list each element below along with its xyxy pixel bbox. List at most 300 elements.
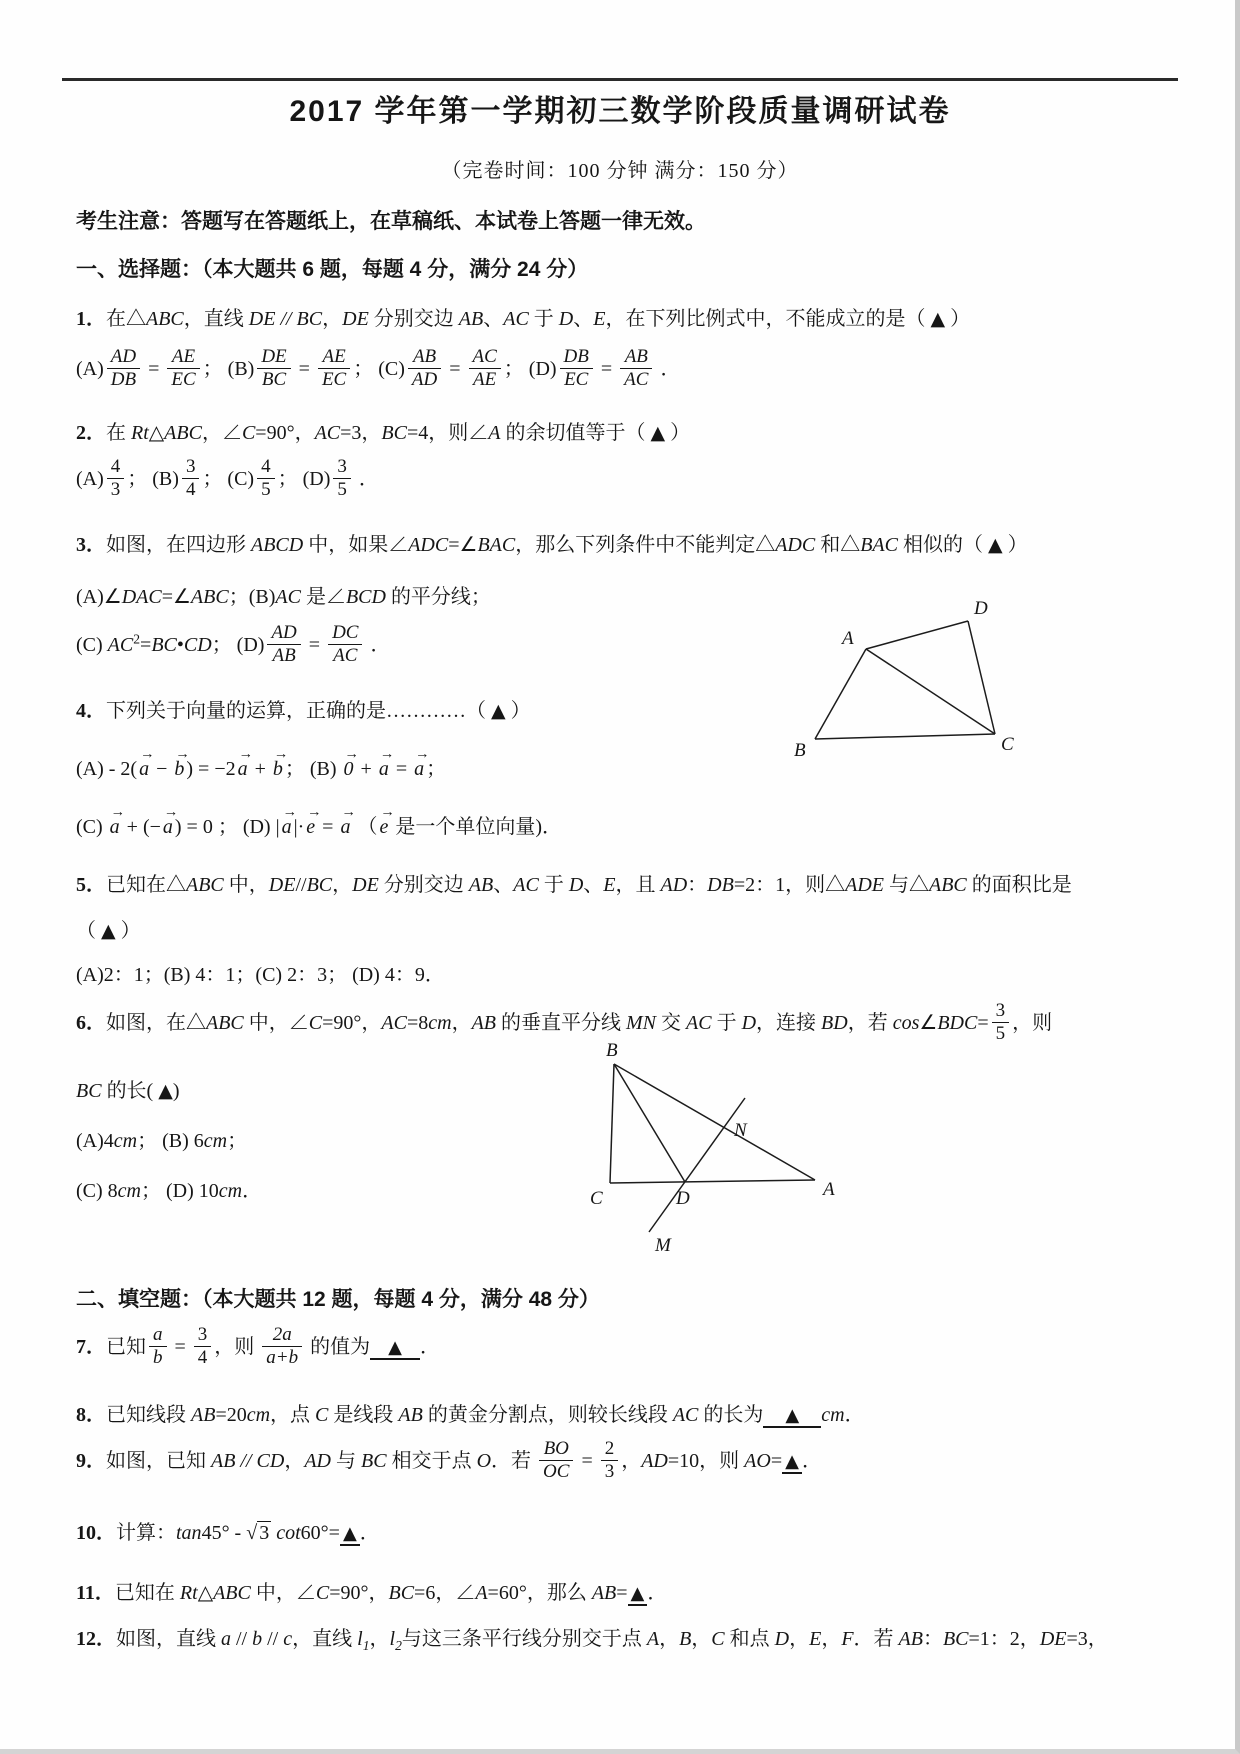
text-run: 、 [483,308,504,330]
subscript: 2 [395,1638,402,1653]
figure-q3-quadrilateral-abcd [698,592,1018,772]
text-run: 如图，在四边形 [106,534,251,556]
math-run: cm [203,1130,228,1152]
text-run: (C) [76,816,108,838]
text-run: = [293,357,315,380]
text-run: ．若 [491,1449,537,1472]
math-run: A [646,1628,660,1650]
text-run: ， [369,1628,390,1650]
text-run: （ [352,816,378,838]
text-run: =6，∠ [414,1582,476,1604]
math-run: AC [381,1011,407,1034]
text-run: ； (D) [277,467,331,490]
answer-marker: ▲ [101,920,116,942]
question-8 [76,1402,865,1428]
question-number: 3． [76,534,106,556]
question-number: 12． [76,1628,116,1650]
text-run: ． [801,1449,822,1472]
math-run: AC [672,1404,699,1426]
math-run: BC [388,1582,415,1604]
math-run: BC [361,1449,387,1472]
text-run: (A)∠ [76,586,122,608]
question-number: 9． [76,1449,106,1472]
text-run: ； (D) 10 [141,1180,219,1202]
fraction: $\frac{BO}{OC}$ [539,1438,573,1483]
text-run: 如图，已知 [106,1449,211,1472]
text-run: = [143,357,165,380]
text-run: ； (B) 6 [137,1130,204,1152]
answer-blank: ▲ [763,1406,821,1428]
text-run: ， [621,1449,642,1472]
math-run: MN [626,1011,657,1034]
text-run: ； (B) [127,467,179,490]
question-3-options-cd [76,624,390,669]
vector: → a [414,745,430,780]
text-run: 中，∠ [250,1582,316,1604]
vertex-label-C: C [590,1188,603,1209]
math-run: ABC [213,1582,251,1604]
text-run: ； (B) [284,758,342,780]
text-run: // [262,1628,284,1650]
math-run: DE [352,874,379,896]
text-run: ，直线 [292,1628,358,1650]
text-run: ) = −2 [186,758,236,780]
answer-blank: ▲ [370,1338,420,1360]
text-run: =20 [215,1404,247,1426]
text-run: 下列关于向量的运算，正确的是…………（ [106,700,491,722]
text-run: ． [353,467,379,490]
math-run: ADC [408,534,449,556]
math-run: AC [275,586,301,608]
text-run: ， [332,874,353,896]
text-run: =3， [340,422,382,444]
math-run: BCD [345,586,386,608]
question-5-options [76,962,445,988]
math-run: DE // BC [248,308,323,330]
math-run: BC [381,422,407,444]
text-run: 于 [538,874,569,896]
text-run: 如图，在△ [106,1011,206,1034]
math-run: O [476,1449,492,1472]
math-run: ABC [206,1011,244,1034]
text-run: ． [655,357,681,380]
text-run: = [317,816,339,838]
math-run: A [488,422,501,444]
figure-edge [815,649,866,739]
text-run: 在 [106,422,131,444]
math-run: C [241,422,256,444]
text-run: 与 [331,1449,362,1472]
text-run: ，直线 [183,308,249,330]
fraction: $\frac{AE}{EC}$ [167,346,199,391]
answer-blank: ▲ [340,1524,360,1546]
math-run: AD [641,1449,668,1472]
math-run: a [221,1628,231,1650]
question-number: 6． [76,1011,106,1034]
math-run: E [593,308,606,330]
fraction: $\frac{2}{3}$ [601,1438,619,1483]
text-run: ，∠ [201,422,242,444]
text-run: 二、填空题：（本大题共 12 题，每题 4 分，满分 48 分） [76,1288,600,1311]
text-run: 和点 [724,1628,775,1650]
math-run: E [809,1628,822,1650]
text-run: 于 [528,308,559,330]
fraction: $\frac{4}{3}$ [107,456,125,501]
text-run: = [169,1335,191,1358]
text-run: ． [419,1335,440,1358]
text-run: ；(B) [228,586,276,608]
text-run: ，且 [615,874,661,896]
math-run: BC [76,1080,102,1102]
text-run: 分别交边 [368,308,459,330]
question-4-options-cd [76,803,563,840]
text-run: △ [197,1582,214,1604]
math-run: BC [151,633,177,656]
text-run: 如图，直线 [116,1628,221,1650]
vector: → b [174,745,190,780]
text-run: ． [647,1582,668,1604]
text-run: =∠ [448,534,478,556]
text-run: + [249,758,271,780]
vector: → 0 [343,745,359,780]
text-run: ， [284,1449,305,1472]
math-run: AB [398,1404,423,1426]
vector: → a [237,745,253,780]
text-run: =60°，那么 [487,1582,592,1604]
text-run: 是一个单位向量)． [390,816,563,838]
text-run: =90°， [329,1582,389,1604]
top-rule [62,78,1178,81]
text-run: ， [451,1011,472,1034]
math-run: AB [471,1011,497,1034]
math-run: BDC [937,1011,978,1034]
text-run: ： [687,874,708,896]
math-run: BD [821,1011,848,1034]
answer-blank: ▲ [782,1452,802,1474]
text-run: △ [148,422,165,444]
text-run: ) = 0 ； (D) | [174,816,280,838]
math-run: AD [304,1449,332,1472]
math-run: BC [306,874,333,896]
text-run: ． [365,633,391,656]
text-run: ； (B) [202,357,255,380]
text-run: 交 [656,1011,687,1034]
math-run: b [252,1628,263,1650]
math-run: AB [898,1628,923,1650]
text-run: ) [172,1080,180,1102]
text-run: ； [426,758,447,780]
text-run: ． [844,1404,865,1426]
vector: → a [281,803,297,838]
text-run: ∠ [919,1011,938,1034]
text-run: 45° - [201,1522,247,1544]
question-number: 10． [76,1522,116,1544]
question-10 [76,1520,380,1546]
fraction: $\frac{AE}{EC}$ [318,346,350,391]
math-run: C [308,1011,323,1034]
vector: → a [139,745,155,780]
math-run: E [603,874,616,896]
text-run: 的平分线； [385,586,491,608]
text-run: ； (C) [353,357,405,380]
text-run: ） [665,422,691,444]
text-run: 已知在△ [106,874,186,896]
vertex-label-C: C [1001,734,1014,755]
text-run: (A)4 [76,1130,114,1152]
text-run: ，点 [270,1404,316,1426]
question-number: 1． [76,308,106,330]
text-run: =2：1，则△ [733,874,846,896]
question-number: 2． [76,422,106,444]
question-1 [76,306,970,332]
math-run: AB [468,874,494,896]
text-run: ： [922,1628,943,1650]
question-6-options-cd [76,1178,262,1204]
math-run: CD [183,633,212,656]
text-run: 中，如果∠ [303,534,409,556]
math-run: l [389,1628,396,1650]
question-3-options-ab [76,584,491,610]
math-run: D [741,1011,757,1034]
text-run: 是∠ [300,586,346,608]
math-run: cm [821,1404,845,1426]
text-run: 、 [493,874,514,896]
math-run: ADE [845,874,884,896]
text-run: ，那么下列条件中不能判定△ [515,534,776,556]
question-7 [76,1326,440,1371]
question-number: 7． [76,1335,106,1358]
text-run: ．若 [853,1628,899,1650]
section-2-heading [76,1286,600,1314]
text-run: ． [359,1522,380,1544]
text-run: ， [322,308,343,330]
math-run: DB [707,874,734,896]
text-run: ， [821,1628,842,1650]
question-6-options-ab [76,1128,247,1154]
math-run: AC [503,308,529,330]
vector: → b [272,745,289,780]
text-run: 、 [583,874,604,896]
text-run: ，若 [847,1011,893,1034]
vector: → e [379,803,395,838]
text-run: 相似的（ [898,534,988,556]
math-run: BAC [860,534,898,556]
subscript: 1 [362,1638,370,1653]
math-run: Rt [179,1582,198,1604]
answer-marker: ▲ [988,534,1003,556]
text-run: 已知在 [114,1582,180,1604]
math-run: DE [268,874,296,896]
figure-q3-quadrilateral-abcd-svg [698,592,1018,767]
vector: → e [306,803,322,838]
text-run: (A) [76,357,104,380]
answer-marker: ▲ [650,422,666,444]
math-run: AC [107,633,134,656]
text-run: 已知线段 [106,1404,191,1426]
text-run: = [770,1449,783,1472]
text-run: =∠ [161,586,191,608]
text-run: = [444,357,466,380]
fraction: $\frac{3}{5}$ [333,456,351,501]
math-run: ABC [146,308,184,330]
text-run: (A)2：1；(B) 4：1；(C) 2：3； (D) 4：9． [76,964,445,986]
answer-marker: ▲ [930,308,946,330]
math-run: A [475,1582,488,1604]
math-run: C [315,1404,329,1426]
text-run: (A) - 2( [76,758,138,780]
vector: → a [162,803,179,838]
math-run: D [774,1628,790,1650]
text-run: 的余切值等于（ [500,422,651,444]
text-run: 与这三条平行线分别交于点 [401,1628,647,1650]
math-run: AB // CD [211,1449,285,1472]
fraction: $\frac{AB}{AD}$ [408,346,441,391]
math-run: Rt [131,422,149,444]
vertex-label-B: B [606,1040,618,1061]
math-run: l [357,1628,363,1650]
math-run: cm [428,1011,452,1034]
vertex-label-B: B [794,740,806,761]
text-run: ； (D) [211,633,265,656]
math-run: c [283,1628,293,1650]
question-11 [76,1580,667,1606]
vector: → a [109,803,126,838]
figure-q6-right-triangle-mn-svg [558,1040,888,1270]
text-run: 已知 [106,1335,146,1358]
question-2 [76,420,690,446]
text-run: 于 [711,1011,742,1034]
text-run: |· [293,816,305,838]
text-run: + [355,758,377,780]
fraction: $\frac{a}{b}$ [149,1324,167,1369]
text-run: =4，则∠ [406,422,489,444]
candidate-notice: 考生注意：答题写在答题纸上，在草稿纸、本试卷上答题一律无效。 [76,210,706,233]
text-run: 与△ [884,874,929,896]
text-run: − [151,758,173,780]
question-number: 8． [76,1404,106,1426]
text-run: 一、选择题：（本大题共 6 题，每题 4 分，满分 24 分） [76,258,589,281]
vertex-label-M: M [655,1235,671,1256]
fraction: $\frac{AB}{AC}$ [620,346,652,391]
math-run: AB [591,1582,617,1604]
figure-edge [614,1064,685,1182]
question-6-stem-tail [76,1078,180,1104]
math-run: ABC [164,422,202,444]
paper-title: 2017 学年第一学期初三数学阶段质量调研试卷 [289,95,951,128]
answer-marker: ▲ [491,700,506,722]
question-5 [76,872,1072,898]
vertex-label-D: D [676,1188,690,1209]
math-run: cot [276,1522,301,1544]
question-number: 4． [76,700,106,722]
math-run: C [315,1582,330,1604]
text-run: = [390,758,413,780]
text-run: ， [659,1628,680,1650]
math-run: cm [246,1404,271,1426]
vertex-label-D: D [974,598,988,619]
figure-edge [649,1098,745,1232]
math-run: C [711,1628,725,1650]
text-run: (A) [76,467,104,490]
question-number: 5． [76,874,106,896]
math-run: D [568,874,584,896]
text-run: 中，∠ [243,1011,309,1034]
fraction: $\frac{3}{5}$ [992,1000,1010,1045]
section-1-heading [76,256,588,284]
text-run: 的值为 [305,1335,371,1358]
fraction: $\frac{AD}{DB}$ [107,346,140,391]
vertex-label-A: A [823,1179,835,1200]
math-run: AC [686,1011,712,1034]
math-run: cos [892,1011,920,1034]
fraction: $\frac{AC}{AE}$ [469,346,501,391]
math-run: B [679,1628,692,1650]
question-number: 11． [76,1582,115,1604]
math-run: ABC [186,874,224,896]
answer-blank: ▲ [628,1584,648,1606]
text-run: = [595,357,618,380]
paper-subtitle: （完卷时间：100 分钟 满分：150 分） [441,160,799,182]
math-run: D [558,308,574,330]
answer-marker: ▲ [158,1080,173,1102]
figure-edge [610,1064,614,1183]
text-run: ） [115,920,141,942]
text-run: ． [242,1180,263,1202]
math-run: DAC [121,586,162,608]
question-3 [76,532,1028,558]
superscript: 2 [133,631,141,647]
text-run: = [977,1011,989,1034]
math-run: ABC [929,874,967,896]
text-run: 和△ [815,534,861,556]
text-run: =3， [1066,1628,1108,1650]
text-run: 60°= [300,1522,340,1544]
vertex-label-A: A [842,628,854,649]
text-run: 的长为 [698,1404,764,1426]
math-run: cm [218,1180,243,1202]
figure-edge [968,621,995,734]
text-run: 的长( [101,1080,159,1102]
text-run: ） [1002,534,1028,556]
text-run: // [231,1628,253,1650]
text-run: 是线段 [328,1404,399,1426]
text-run: // [295,874,307,896]
math-run: AD [660,874,688,896]
text-run: (C) 8 [76,1180,118,1202]
text-run: = [616,1582,628,1604]
math-run: BAC [477,534,516,556]
text-run: ； [227,1130,248,1152]
math-run: cm [113,1130,138,1152]
square-root: √ 3 [246,1522,270,1544]
fraction: $\frac{DE}{BC}$ [257,346,290,391]
text-run: ，在下列比例式中，不能成立的是（ [605,308,931,330]
math-run: ABCD [251,534,304,556]
text-run: ， [789,1628,810,1650]
question-2-options [76,458,379,503]
math-run: AC [513,874,539,896]
math-run: AO [744,1449,771,1472]
text-run: （ [76,920,101,942]
figure-q6-right-triangle-mn [558,1040,888,1275]
text-run: ，连接 [756,1011,822,1034]
question-4 [76,698,531,724]
text-run: 相交于点 [386,1449,477,1472]
text-run: ； (C) [202,467,255,490]
fraction: $\frac{AD}{AB}$ [267,622,300,667]
math-run: AC [314,422,341,444]
question-9 [76,1440,822,1485]
